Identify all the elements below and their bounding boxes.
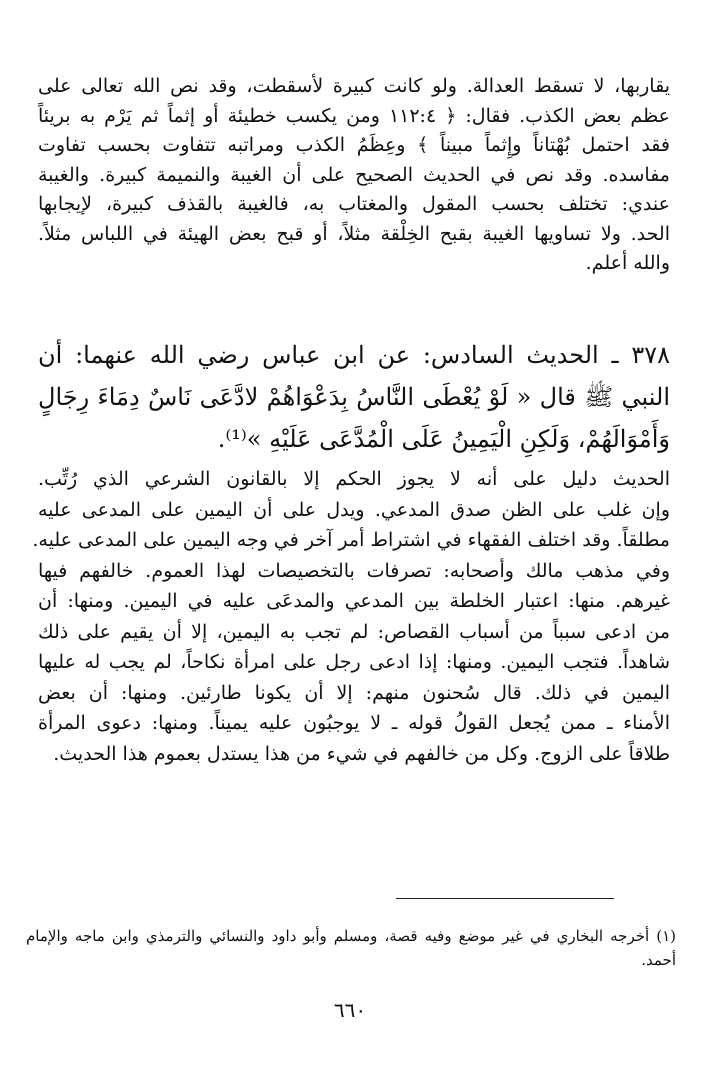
footnote-line: أحمد. — [641, 951, 676, 969]
text-line: طلاقاً على الزوج. وكل من خالفهم في شيء من هذا يستدل بعموم هذا الحديث. — [53, 742, 670, 765]
text-line: والله أعلم. — [585, 252, 670, 274]
hadith-text — [38, 334, 670, 460]
text-line: شاهداً. فتجب اليمين. ومنها: إذا ادعى رجل على امرأة نكاحاً، لم يجب له عليها — [38, 651, 670, 673]
text-line: مطلقاً. وقد اختلف الفقهاء في اشتراط أمر آخر في وجه اليمين على المدعى عليه. — [32, 529, 670, 551]
text-line: من ادعى سبباً من أسباب القصاص: لم تجب به اليمين، إلا أن يقيم على ذلك — [38, 620, 670, 643]
hadith-line: ٣٧٨ ـ الحديث السادس: عن ابن عباس رضي الله عنهما: أن — [38, 341, 670, 369]
text-line: الحد. ولا تساويها الغيبة بقبح الخِلْقة مثلاً، أو قبح بعض الهيئة في اللباس مثلاً. — [38, 222, 670, 245]
text-line: يقاربها، لا تسقط العدالة. ولو كانت كبيرة لأسقطت، وقد نص الله تعالى على — [38, 75, 670, 97]
page-number: ٦٦٠ — [333, 998, 367, 1022]
text-line: عظم بعض الكذب. فقال: ﴿ ١١٢:٤ ومن يكسب خطيئة أو إثماً ثم يَرْم به بريئاً — [38, 104, 670, 127]
footnote-divider — [396, 898, 614, 899]
hadith-line: وَأَمْوَالَهُمْ، وَلَكِنِ الْيَمِينُ عَلَى الْمُدَّعَى عَلَيْهِ »⁽¹⁾. — [217, 425, 670, 453]
paragraph-commentary — [32, 464, 670, 769]
text-line: مفاسده. وقد نص في الحديث الصحيح على أن الغيبة والنميمة كبيرة. والغيبة — [38, 163, 670, 186]
text-line: وفي مذهب مالك وأصحابه: تصرفات بالتخصيصات لهذا العموم. خالفهم فيها — [38, 559, 670, 582]
footnote — [26, 924, 676, 972]
text-line: غيرهم. منها: اعتبار الخلطة بين المدعي والمدعَى عليه في اليمين. ومنها: أن — [38, 590, 670, 612]
hadith-line: النبي ﷺ قال « لَوْ يُعْطَى النَّاسُ بِدَعْوَاهُمْ لادَّعَى نَاسٌ دِمَاءَ رِجَالٍ — [38, 383, 670, 411]
paragraph-commentary-continued — [38, 72, 670, 279]
text-line: الأمناء ـ ممن يُجعل القولُ قوله ـ لا يوجبُون عليه يميناً. ومنها: دعوى المرأة — [38, 712, 670, 734]
text-line: وإن غلب على الظن صدق المدعي. ويدل على أن اليمين على المدعى عليه — [38, 498, 670, 521]
text-line: الحديث دليل على أنه لا يجوز الحكم إلا بالقانون الشرعي الذي رُتِّب. — [38, 468, 670, 490]
text-line: فقد احتمل بُهْتاناً وإِثماً مبيناً ﴾ وعِظَمُ الكذب ومراتبه تتفاوت بحسب تفاوت — [38, 134, 670, 156]
text-line: عندي: تختلف بحسب المقول والمغتاب به، فالغيبة بالقذف كبيرة، لإيجابها — [38, 193, 670, 215]
footnote-line: (١) أخرجه البخاري في غير موضع وفيه قصة، ومسلم وأبو داود والنسائي والترمذي وابن ماجه والإمام — [26, 927, 676, 945]
text-line: اليمين في ذلك. قال سُحنون منهم: إلا أن يكونا طارئين. ومنها: أن بعض — [38, 681, 670, 704]
